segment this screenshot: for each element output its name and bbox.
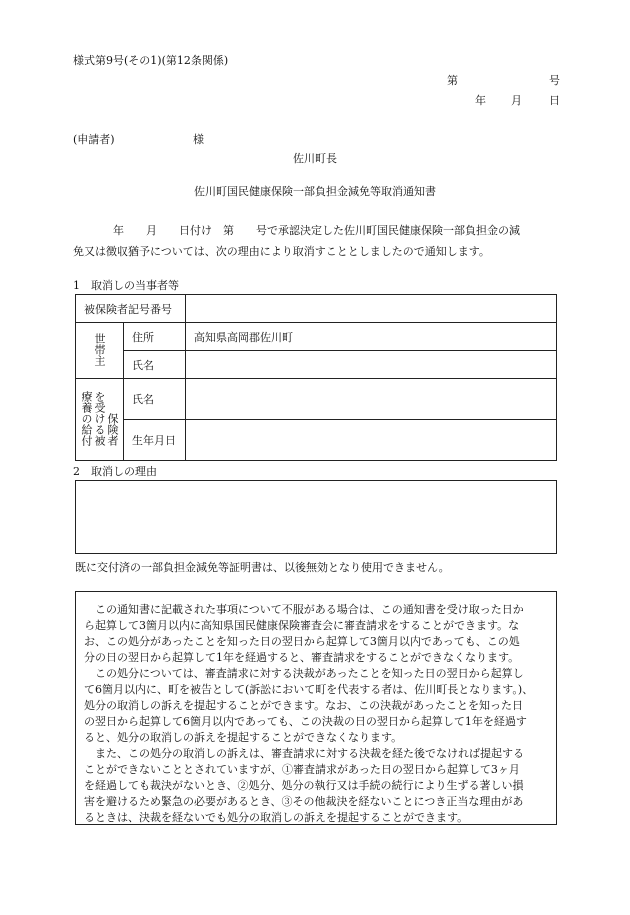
appeal-line: るときは、決裁を経ないでも処分の取消しの訴えを提起することができます。 (84, 811, 469, 824)
recipient-label: 療養の給付を受ける被保険者 (76, 379, 124, 461)
appeal-line: 害を避けるため緊急の必要があるとき、③その他裁決を経ないことにつき正当な理由があ (84, 795, 524, 808)
form-number: 様式第9号(その1)(第12条関係) (73, 54, 229, 67)
document-title: 佐川町国民健康保険一部負担金減免等取消通知書 (194, 185, 436, 198)
birthdate-value (186, 420, 557, 461)
appeal-line: の翌日から起算して6箇月以内であっても、この決裁の日の翌日から起算して1年を経過す (84, 715, 527, 728)
applicant-honorific: 様 (193, 133, 204, 146)
appeal-line: お、この処分があったことを知った日の翌日から起算して3箇月以内であっても、この処 (84, 635, 520, 648)
recipient-name-value (186, 379, 557, 420)
invalid-notice: 既に交付済の一部負担金減免等証明書は、以後無効となり使用できません。 (75, 561, 450, 574)
householder-label: 世帯主 (76, 323, 124, 379)
appeal-line: ると、処分の取消しの訴えを提起することができなくなります。 (84, 731, 403, 744)
body-line-1: 年 月 日付け 第 号で承認決定した佐川町国民健康保険一部負担金の減 (113, 224, 520, 237)
householder-name-value (186, 351, 557, 379)
parties-table (75, 294, 557, 461)
appeal-line: この通知書に記載された事項について不服がある場合は、この通知書を受け取った日か (84, 603, 524, 616)
section-2-heading: 2 取消しの理由 (73, 465, 157, 478)
appeal-line: ら起算して3箇月以内に高知県国民健康保険審査会に審査請求をすることができます。な (84, 619, 520, 632)
issuer-name: 佐川町長 (293, 152, 337, 165)
birthdate-label: 生年月日 (124, 420, 186, 461)
date-year: 年 (475, 94, 486, 107)
insured-number-label: 被保険者記号番号 (76, 295, 186, 323)
number-go: 号 (549, 74, 560, 87)
address-label: 住所 (124, 323, 186, 351)
date-day: 日 (549, 94, 560, 107)
appeal-line: また、この処分の取消しの訴えは、審査請求に対する決裁を経た後でなければ提起する (84, 747, 524, 760)
appeal-line: 処分の取消しの訴えを提起することができます。なお、この決裁があったことを知った日 (84, 699, 524, 712)
appeal-line: を経過しても裁決がないとき、②処分、処分の執行又は手続の続行により生ずる著しい損 (84, 779, 524, 792)
address-value: 高知県高岡郡佐川町 (186, 323, 557, 351)
body-line-2: 免又は徴収猶予については、次の理由により取消すこととしましたので通知します。 (73, 245, 490, 258)
appeal-notice-box (75, 591, 557, 825)
date-month: 月 (511, 94, 522, 107)
appeal-line: ことができないこととされていますが、①審査請求があった日の翌日から起算して3ヶ月 (84, 763, 520, 776)
appeal-line: て6箇月以内に、町を被告として(訴訟において町を代表する者は、佐川町長となります。)、 (84, 683, 534, 696)
number-dai: 第 (447, 74, 458, 87)
section-1-heading: 1 取消しの当事者等 (73, 279, 179, 292)
reason-box (75, 480, 557, 554)
insured-number-value (186, 295, 557, 323)
recipient-name-label: 氏名 (124, 379, 186, 420)
applicant-label: (申請者) (73, 133, 115, 146)
appeal-line: 分の日の翌日から起算して1年を経過すると、審査請求をすることができなくなります。 (84, 651, 520, 664)
appeal-line: この処分については、審査請求に対する決裁があったことを知った日の翌日から起算し (84, 667, 524, 680)
householder-name-label: 氏名 (124, 351, 186, 379)
